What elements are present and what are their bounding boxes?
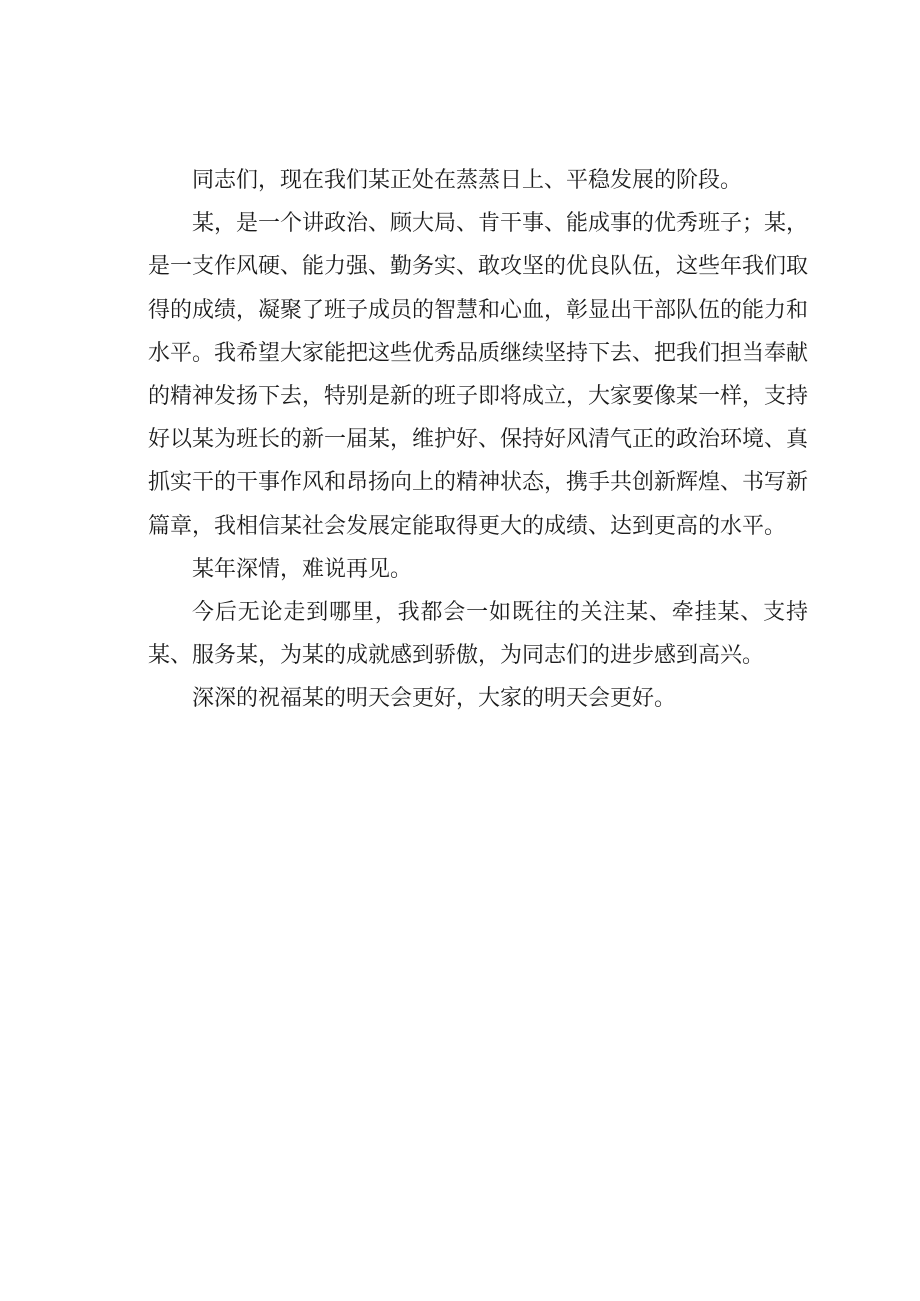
paragraph-opening: 同志们，现在我们某正处在蒸蒸日上、平稳发展的阶段。 bbox=[192, 168, 743, 193]
paragraph-future-support: 今后无论走到哪里，我都会一如既往的关注某、牵挂某、支持某、服务某，为某的成就感到骄傲，为同志们的进步感到高兴。 bbox=[148, 600, 808, 669]
document-body bbox=[148, 159, 808, 721]
paragraph-team-praise: 某，是一个讲政治、顾大局、肯干事、能成事的优秀班子；某，是一支作风硬、能力强、勤务实、敢攻坚的优良队伍，这些年我们取得的成绩，凝聚了班子成员的智慧和心血，彰显出干部队伍的能力和水平。我希望大家能把这些优秀品质继续坚持下去、把我们担当奉献的精神发扬下去，特别是新的班子即将成立，大家要像某一样，支持好以某为班长的新一届某，维护好、保持好风清气正的政治环境、真抓实干的干事作风和昂扬向上的精神状态，携手共创新辉煌、书写新篇章，我相信某社会发展定能取得更大的成绩、达到更高的水平。 bbox=[148, 211, 809, 539]
paragraph-farewell: 某年深情，难说再见。 bbox=[192, 556, 413, 582]
paragraph-blessing: 深深的祝福某的明天会更好，大家的明天会更好。 bbox=[192, 686, 677, 712]
